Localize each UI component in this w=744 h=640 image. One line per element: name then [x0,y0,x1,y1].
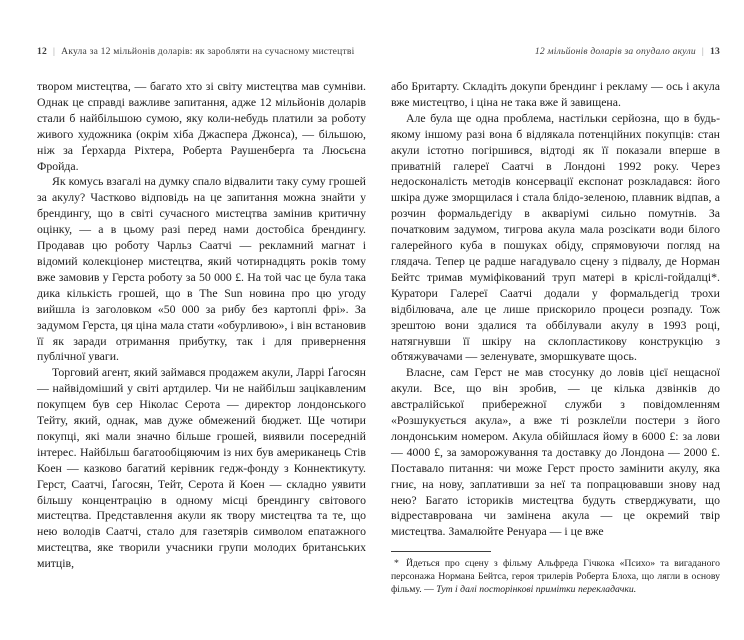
paragraph: твором мистецтва, — багато хто зі світу мистецтва мав сумніви. Однак це справді важливе запитання, адже 12 мільйонів доларів стали б найбільшою сумою, яку коли-небудь платили за роботу живого художника (окрім хіба Джаспера Джонса), — більшою, ніж за Ґерхарда Ріхтера, Роберта Раушенберґа та Люсьєна Фройда. [37,79,366,173]
footnote-body: Йдеться про сцену з фільму Альфреда Гічкока «Психо» та вигаданого персонажа Нормана Бейтса, героя трилерів Роберта Блоха, що лягли в основу фільму. — [391,558,720,595]
left-page [37,46,366,596]
paragraph: Як комусь взагалі на думку спало відвалити таку суму грошей за акулу? Частково відповідь на це запитання можна знайти у брендингу, що в світі сучасного мистецтва замінив критичну оцінку, — а в цьому разі перед нами достобіса брендингу. Продавав цю роботу Чарльз Саатчі — рекламний магнат і відомий колекціонер мистецтва, який чотирнадцять років тому вже замовив у Герста роботу за 50 000 £. На той час це була така дика кількість грошей, що в The Sun новина про цю угоду вийшла із заголовком «50 000 за рибу без картоплі фрі». За задумом Герста, ця ціна мала стати «обурливою», і він встановив її як заради отримання прибутку, так і для привернення публічної уваги. [37,174,366,364]
running-header-right [391,46,720,58]
footnote-text [391,558,720,596]
paragraph: Торговий агент, який займався продажем акули, Ларрі Ґагосян — найвідоміший у світі артдилер. Чи не найбільш зацікавленим покупцем був сер Ніколас Серота — директор лондонського Тейту, який, однак, мав дуже обмежений бюджет. Ще чотири покупці, які мали значно більше грошей, виявили посередній інтерес. Найбільш багатообіцяючим із них був американець Стів Коен — казково багатий керівник гедж-фонду з Коннектикуту. Герст, Саатчі, Ґагосян, Тейт, Серота й Коен — складно уявити більшу концентрацію в одному місці брендингу світового мистецтва. Представлення акули як твору мистецтва та те, що нею володів Саатчі, стало для газетярів символом епатажного мистецтва, яке творили учасники групи молодих британських митців, [37,365,366,571]
paragraph: Але була ще одна проблема, настільки серйозна, що в будь-якому іншому разі вона б відлякала потенційних покупців: стан акули істотно погіршився, відтоді як її показали вперше в приватній галереї Саатчі в Лондоні 1992 року. Через недосконалість методів консервації експонат розкладався: його шкіра дуже зморщилася і стала блідо-зеленою, плавник відпав, а розчин формальдегіду в акваріумі сильно помутнів. За початковим задумом, тигрова акула мала розсікати води білого галерейного куба в пошуках обіду, спрямовуючи погляд на глядача. Тепер це радше нагадувало сцену з підвалу, де Норман Бейтс тримав муміфікований труп матері в кріслі-гойдалці*. Куратори Галереї Саатчі додали у формальдегід трохи відбілювача, але це лише прискорило процеси розпаду. Тож зрештою вони здалися та оббілували акулу в 1993 році, натягнувши її шкіру на склопластикову конструкцію з обтяжувачами — зеленувате, зморшкувате щось. [391,110,720,364]
right-page [391,46,720,596]
book-title-header: Акула за 12 мільйонів доларів: як заробляти на сучасному мистецтві [61,46,355,57]
right-page-body [391,79,720,540]
footnote-translator-note: Тут і далі посторінкові примітки перекладачки. [436,583,637,595]
paragraph: Власне, сам Герст не мав стосунку до ловів цієї нещасної акули. Все, що він зробив, — це кілька дзвінків до австралійської прибережної служби з повідомленням «Розшукується акула», а вже ті розклеїли постери з його лондонським номером. Акула обійшлася йому в 6000 £: за лови — 4000 £, за заморожування та доставку до Лондона — 2000 £. Поставало питання: чи може Герст просто замінити акулу, яка гниє, на нову, заплативши за неї та попрацювавши знову над нею? Багато істориків мистецтва будуть стверджувати, що відреставрована чи замінена акула — це окремий твір мистецтва. Замалюйте Ренуара — і це вже [391,365,720,539]
paragraph: або Бритарту. Складіть докупи брендинг і рекламу — ось і акула вже мистецтво, і ціна не така вже й завищена. [391,79,720,109]
running-header-left [37,46,366,58]
footnote-block [391,551,720,596]
left-page-body [37,79,366,572]
page-number-right: 13 [710,46,720,57]
chapter-title-header: 12 мільйонів доларів за опудало акули [534,46,696,57]
footnote-rule [391,551,491,552]
footnote-marker: * [394,558,399,570]
header-separator: | [701,46,704,57]
header-separator: | [53,46,56,57]
page-number-left: 12 [37,46,47,57]
